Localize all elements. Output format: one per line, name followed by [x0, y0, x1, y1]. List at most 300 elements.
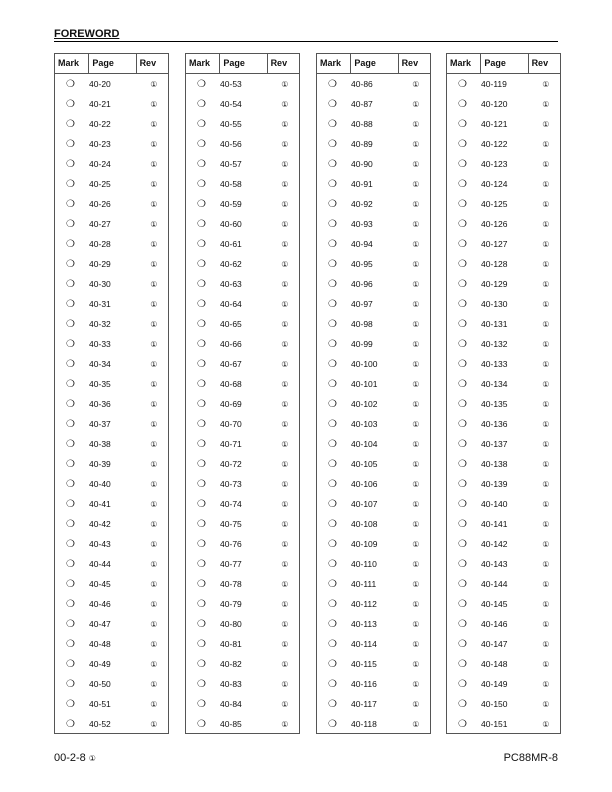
table-row — [55, 134, 168, 154]
page-number: 40-34 — [89, 359, 111, 369]
mark-circle-icon: ❍ — [328, 658, 337, 670]
page-number: 40-82 — [220, 659, 242, 669]
mark-circle-icon: ❍ — [328, 638, 337, 650]
revision-mark: ① — [150, 619, 158, 629]
table-row — [186, 714, 299, 734]
page-number: 40-145 — [481, 599, 508, 609]
mark-circle-icon: ❍ — [328, 438, 337, 450]
revision-mark: ① — [150, 359, 158, 369]
revision-mark: ① — [412, 599, 420, 609]
page-number: 40-143 — [481, 559, 508, 569]
page-number: 40-48 — [89, 639, 111, 649]
revision-mark: ① — [412, 339, 420, 349]
header-rev: Rev — [139, 58, 157, 68]
page-number: 40-61 — [220, 239, 242, 249]
mark-circle-icon: ❍ — [328, 398, 337, 410]
table-row — [447, 394, 560, 414]
revision-mark: ① — [150, 419, 158, 429]
table-row — [55, 374, 168, 394]
revision-mark: ① — [150, 459, 158, 469]
page-number: 40-125 — [481, 199, 508, 209]
page-number: 40-84 — [220, 699, 242, 709]
revision-mark: ① — [150, 639, 158, 649]
mark-circle-icon: ❍ — [458, 158, 467, 170]
mark-circle-icon: ❍ — [458, 658, 467, 670]
page-number: 40-137 — [481, 439, 508, 449]
page-number: 40-80 — [220, 619, 242, 629]
page-number: 40-127 — [481, 239, 508, 249]
mark-circle-icon: ❍ — [66, 138, 75, 150]
table-row — [55, 414, 168, 434]
mark-circle-icon: ❍ — [66, 538, 75, 550]
revision-mark: ① — [412, 399, 420, 409]
page-number: 40-53 — [220, 79, 242, 89]
mark-circle-icon: ❍ — [458, 178, 467, 190]
page-number: 40-140 — [481, 499, 508, 509]
revision-mark: ① — [542, 439, 550, 449]
mark-circle-icon: ❍ — [197, 698, 206, 710]
mark-circle-icon: ❍ — [197, 478, 206, 490]
mark-circle-icon: ❍ — [197, 258, 206, 270]
mark-circle-icon: ❍ — [458, 258, 467, 270]
page-number: 40-20 — [89, 79, 111, 89]
revision-mark: ① — [281, 319, 289, 329]
mark-circle-icon: ❍ — [328, 598, 337, 610]
mark-circle-icon: ❍ — [66, 258, 75, 270]
table-row — [55, 574, 168, 594]
table-row — [317, 534, 430, 554]
page-number: 40-69 — [220, 399, 242, 409]
mark-circle-icon: ❍ — [458, 98, 467, 110]
table-row — [55, 214, 168, 234]
table-row — [317, 694, 430, 714]
table-row — [186, 194, 299, 214]
revision-mark: ① — [412, 119, 420, 129]
revision-table — [316, 53, 431, 734]
table-row — [447, 314, 560, 334]
mark-circle-icon: ❍ — [66, 598, 75, 610]
page-number: 40-63 — [220, 279, 242, 289]
revision-mark: ① — [281, 239, 289, 249]
mark-circle-icon: ❍ — [458, 278, 467, 290]
table-row — [55, 514, 168, 534]
revision-mark: ① — [281, 99, 289, 109]
table-row — [317, 334, 430, 354]
page-number: 40-99 — [351, 339, 373, 349]
page-number: 40-117 — [351, 699, 377, 709]
revision-mark: ① — [150, 439, 158, 449]
table-row — [317, 594, 430, 614]
page-number: 40-103 — [351, 419, 378, 429]
table-row — [317, 114, 430, 134]
revision-mark: ① — [150, 179, 158, 189]
page-number: 40-113 — [351, 619, 377, 629]
page-number: 40-56 — [220, 139, 242, 149]
page-number: 40-57 — [220, 159, 242, 169]
mark-circle-icon: ❍ — [66, 558, 75, 570]
revision-mark: ① — [150, 259, 158, 269]
mark-circle-icon: ❍ — [66, 498, 75, 510]
mark-circle-icon: ❍ — [197, 518, 206, 530]
revision-mark: ① — [542, 219, 550, 229]
mark-circle-icon: ❍ — [328, 198, 337, 210]
mark-circle-icon: ❍ — [197, 558, 206, 570]
table-row — [317, 654, 430, 674]
revision-mark: ① — [281, 619, 289, 629]
mark-circle-icon: ❍ — [197, 198, 206, 210]
mark-circle-icon: ❍ — [197, 78, 206, 90]
header-rev: Rev — [531, 58, 549, 68]
table-row — [186, 594, 299, 614]
revision-mark: ① — [281, 179, 289, 189]
page-number: 40-41 — [89, 499, 111, 509]
revision-mark: ① — [542, 419, 550, 429]
table-row — [317, 614, 430, 634]
table-row — [317, 634, 430, 654]
header-page: Page — [89, 54, 136, 73]
page-number: 40-72 — [220, 459, 242, 469]
revision-mark: ① — [542, 719, 550, 729]
mark-circle-icon: ❍ — [197, 438, 206, 450]
revision-mark: ① — [412, 239, 420, 249]
page-number: 40-83 — [220, 679, 242, 689]
revision-mark: ① — [542, 179, 550, 189]
page-number: 40-43 — [89, 539, 111, 549]
table-row — [186, 694, 299, 714]
page-number: 40-131 — [481, 319, 508, 329]
table-row — [55, 474, 168, 494]
footer-page-number — [54, 752, 96, 764]
page-number: 40-85 — [220, 719, 242, 729]
table-row — [447, 694, 560, 714]
page-number: 40-81 — [220, 639, 242, 649]
mark-circle-icon: ❍ — [197, 218, 206, 230]
page-number: 40-105 — [351, 459, 378, 469]
header-page: Page — [220, 54, 267, 73]
table-row — [186, 494, 299, 514]
mark-circle-icon: ❍ — [66, 318, 75, 330]
table-row — [186, 574, 299, 594]
mark-circle-icon: ❍ — [66, 578, 75, 590]
mark-circle-icon: ❍ — [197, 458, 206, 470]
revision-mark: ① — [150, 379, 158, 389]
revision-mark: ① — [542, 239, 550, 249]
mark-circle-icon: ❍ — [197, 598, 206, 610]
mark-circle-icon: ❍ — [458, 138, 467, 150]
table-row — [447, 94, 560, 114]
page-number: 40-68 — [220, 379, 242, 389]
table-row — [317, 674, 430, 694]
page-number: 40-102 — [351, 399, 378, 409]
table-row — [447, 434, 560, 454]
table-row — [317, 94, 430, 114]
page-number: 40-121 — [481, 119, 508, 129]
table-row — [186, 134, 299, 154]
table-row — [447, 234, 560, 254]
mark-circle-icon: ❍ — [66, 478, 75, 490]
revision-mark: ① — [150, 139, 158, 149]
mark-circle-icon: ❍ — [328, 158, 337, 170]
mark-circle-icon: ❍ — [197, 618, 206, 630]
header-page: Page — [351, 54, 398, 73]
page-number: 40-126 — [481, 219, 508, 229]
revision-mark: ① — [150, 479, 158, 489]
revision-mark: ① — [542, 599, 550, 609]
header-mark: Mark — [447, 54, 481, 73]
table-row — [186, 394, 299, 414]
revision-mark: ① — [150, 119, 158, 129]
mark-circle-icon: ❍ — [458, 638, 467, 650]
revision-mark: ① — [281, 139, 289, 149]
mark-circle-icon: ❍ — [458, 358, 467, 370]
mark-circle-icon: ❍ — [328, 258, 337, 270]
table-row — [317, 74, 430, 94]
revision-mark: ① — [542, 539, 550, 549]
mark-circle-icon: ❍ — [197, 718, 206, 730]
mark-circle-icon: ❍ — [458, 378, 467, 390]
header-mark: Mark — [186, 54, 220, 73]
table-row — [317, 554, 430, 574]
mark-circle-icon: ❍ — [197, 538, 206, 550]
table-row — [447, 354, 560, 374]
mark-circle-icon: ❍ — [66, 678, 75, 690]
revision-mark: ① — [412, 719, 420, 729]
mark-circle-icon: ❍ — [66, 278, 75, 290]
mark-circle-icon: ❍ — [66, 418, 75, 430]
revision-mark: ① — [412, 499, 420, 509]
revision-mark: ① — [412, 479, 420, 489]
mark-circle-icon: ❍ — [66, 178, 75, 190]
revision-mark: ① — [412, 679, 420, 689]
page-number: 40-104 — [351, 439, 378, 449]
table-row — [447, 214, 560, 234]
page-number: 40-134 — [481, 379, 508, 389]
header-rev: Rev — [270, 58, 288, 68]
mark-circle-icon: ❍ — [328, 178, 337, 190]
table-row — [317, 214, 430, 234]
table-row — [55, 354, 168, 374]
mark-circle-icon: ❍ — [66, 298, 75, 310]
mark-circle-icon: ❍ — [197, 298, 206, 310]
table-row — [186, 474, 299, 494]
mark-circle-icon: ❍ — [197, 498, 206, 510]
mark-circle-icon: ❍ — [458, 578, 467, 590]
page-number: 40-139 — [481, 479, 508, 489]
revision-mark: ① — [281, 559, 289, 569]
page-number: 40-149 — [481, 679, 508, 689]
mark-circle-icon: ❍ — [328, 478, 337, 490]
page-number: 40-60 — [220, 219, 242, 229]
revision-mark: ① — [281, 339, 289, 349]
mark-circle-icon: ❍ — [328, 698, 337, 710]
page-number: 40-111 — [351, 579, 377, 589]
mark-circle-icon: ❍ — [328, 418, 337, 430]
revision-mark: ① — [281, 519, 289, 529]
page-number: 40-33 — [89, 339, 111, 349]
table-row — [55, 614, 168, 634]
table-row — [447, 514, 560, 534]
revision-mark: ① — [412, 519, 420, 529]
revision-mark: ① — [150, 539, 158, 549]
page-number: 40-44 — [89, 559, 111, 569]
mark-circle-icon: ❍ — [458, 198, 467, 210]
mark-circle-icon: ❍ — [197, 278, 206, 290]
mark-circle-icon: ❍ — [66, 378, 75, 390]
mark-circle-icon: ❍ — [197, 338, 206, 350]
mark-circle-icon: ❍ — [197, 418, 206, 430]
page-number: 40-40 — [89, 479, 111, 489]
table-row — [447, 414, 560, 434]
mark-circle-icon: ❍ — [328, 578, 337, 590]
mark-circle-icon: ❍ — [458, 478, 467, 490]
table-row — [447, 174, 560, 194]
revision-mark: ① — [542, 359, 550, 369]
table-row — [186, 334, 299, 354]
page-number: 40-22 — [89, 119, 111, 129]
revision-mark: ① — [542, 119, 550, 129]
page-number: 40-91 — [351, 179, 373, 189]
revision-mark: ① — [412, 179, 420, 189]
page-number: 40-51 — [89, 699, 111, 709]
mark-circle-icon: ❍ — [66, 398, 75, 410]
revision-mark: ① — [412, 619, 420, 629]
page-number: 40-142 — [481, 539, 508, 549]
mark-circle-icon: ❍ — [66, 658, 75, 670]
page-number: 40-24 — [89, 159, 111, 169]
table-row — [447, 154, 560, 174]
table-row — [447, 534, 560, 554]
page-number: 40-39 — [89, 459, 111, 469]
mark-circle-icon: ❍ — [328, 138, 337, 150]
revision-mark: ① — [412, 299, 420, 309]
page-number: 40-79 — [220, 599, 242, 609]
mark-circle-icon: ❍ — [197, 578, 206, 590]
table-row — [447, 254, 560, 274]
revision-mark: ① — [542, 499, 550, 509]
page-number: 40-124 — [481, 179, 508, 189]
header-rev: Rev — [401, 58, 419, 68]
mark-circle-icon: ❍ — [328, 98, 337, 110]
page-number: 40-73 — [220, 479, 242, 489]
mark-circle-icon: ❍ — [66, 358, 75, 370]
page-number: 40-38 — [89, 439, 111, 449]
revision-mark: ① — [412, 279, 420, 289]
page-number: 40-35 — [89, 379, 111, 389]
revision-mark: ① — [281, 679, 289, 689]
mark-circle-icon: ❍ — [197, 178, 206, 190]
revision-mark: ① — [281, 639, 289, 649]
revision-mark: ① — [281, 659, 289, 669]
page-number: 40-136 — [481, 419, 508, 429]
page-number: 40-64 — [220, 299, 242, 309]
header-mark: Mark — [317, 54, 351, 73]
table-row — [186, 154, 299, 174]
table-row — [317, 374, 430, 394]
page-number: 40-115 — [351, 659, 377, 669]
revision-mark: ① — [281, 699, 289, 709]
revision-mark: ① — [412, 699, 420, 709]
revision-mark: ① — [542, 279, 550, 289]
mark-circle-icon: ❍ — [197, 238, 206, 250]
table-row — [447, 574, 560, 594]
table-row — [317, 314, 430, 334]
revision-mark: ① — [150, 559, 158, 569]
page-number: 40-120 — [481, 99, 508, 109]
page-title: FOREWORD — [54, 28, 558, 42]
table-row — [55, 394, 168, 414]
mark-circle-icon: ❍ — [458, 218, 467, 230]
page-number: 40-50 — [89, 679, 111, 689]
table-row — [186, 534, 299, 554]
table-row — [55, 674, 168, 694]
page-number: 40-107 — [351, 499, 378, 509]
revision-table — [185, 53, 300, 734]
table-row — [317, 274, 430, 294]
page-number: 40-21 — [89, 99, 111, 109]
table-row — [317, 474, 430, 494]
revision-mark: ① — [150, 499, 158, 509]
page-number: 40-98 — [351, 319, 373, 329]
revision-mark: ① — [412, 159, 420, 169]
revision-mark: ① — [542, 299, 550, 309]
table-row — [317, 234, 430, 254]
page-number: 40-96 — [351, 279, 373, 289]
mark-circle-icon: ❍ — [197, 318, 206, 330]
table-row — [55, 634, 168, 654]
revision-mark: ① — [281, 359, 289, 369]
mark-circle-icon: ❍ — [458, 618, 467, 630]
mark-circle-icon: ❍ — [66, 198, 75, 210]
table-row — [317, 714, 430, 734]
mark-circle-icon: ❍ — [328, 278, 337, 290]
table-row — [186, 314, 299, 334]
mark-circle-icon: ❍ — [458, 538, 467, 550]
page-number: 40-86 — [351, 79, 373, 89]
table-row — [186, 74, 299, 94]
mark-circle-icon: ❍ — [328, 238, 337, 250]
page-number: 40-46 — [89, 599, 111, 609]
revision-mark: ① — [150, 299, 158, 309]
page-number: 40-25 — [89, 179, 111, 189]
table-row — [447, 294, 560, 314]
table-row — [317, 354, 430, 374]
mark-circle-icon: ❍ — [458, 518, 467, 530]
revision-mark: ① — [412, 99, 420, 109]
page-number: 40-52 — [89, 719, 111, 729]
table-row — [317, 574, 430, 594]
header-mark: Mark — [55, 54, 89, 73]
mark-circle-icon: ❍ — [328, 558, 337, 570]
table-row — [186, 214, 299, 234]
revision-mark: ① — [412, 139, 420, 149]
page-number: 40-141 — [481, 519, 508, 529]
table-row — [447, 674, 560, 694]
page-number: 40-95 — [351, 259, 373, 269]
revision-mark: ① — [542, 579, 550, 589]
mark-circle-icon: ❍ — [66, 458, 75, 470]
page-number: 40-58 — [220, 179, 242, 189]
mark-circle-icon: ❍ — [66, 98, 75, 110]
page-number: 40-45 — [89, 579, 111, 589]
table-row — [186, 554, 299, 574]
table-row — [447, 274, 560, 294]
table-header — [317, 54, 430, 74]
revision-mark: ① — [542, 399, 550, 409]
mark-circle-icon: ❍ — [197, 378, 206, 390]
table-row — [186, 94, 299, 114]
table-row — [186, 454, 299, 474]
table-row — [447, 454, 560, 474]
